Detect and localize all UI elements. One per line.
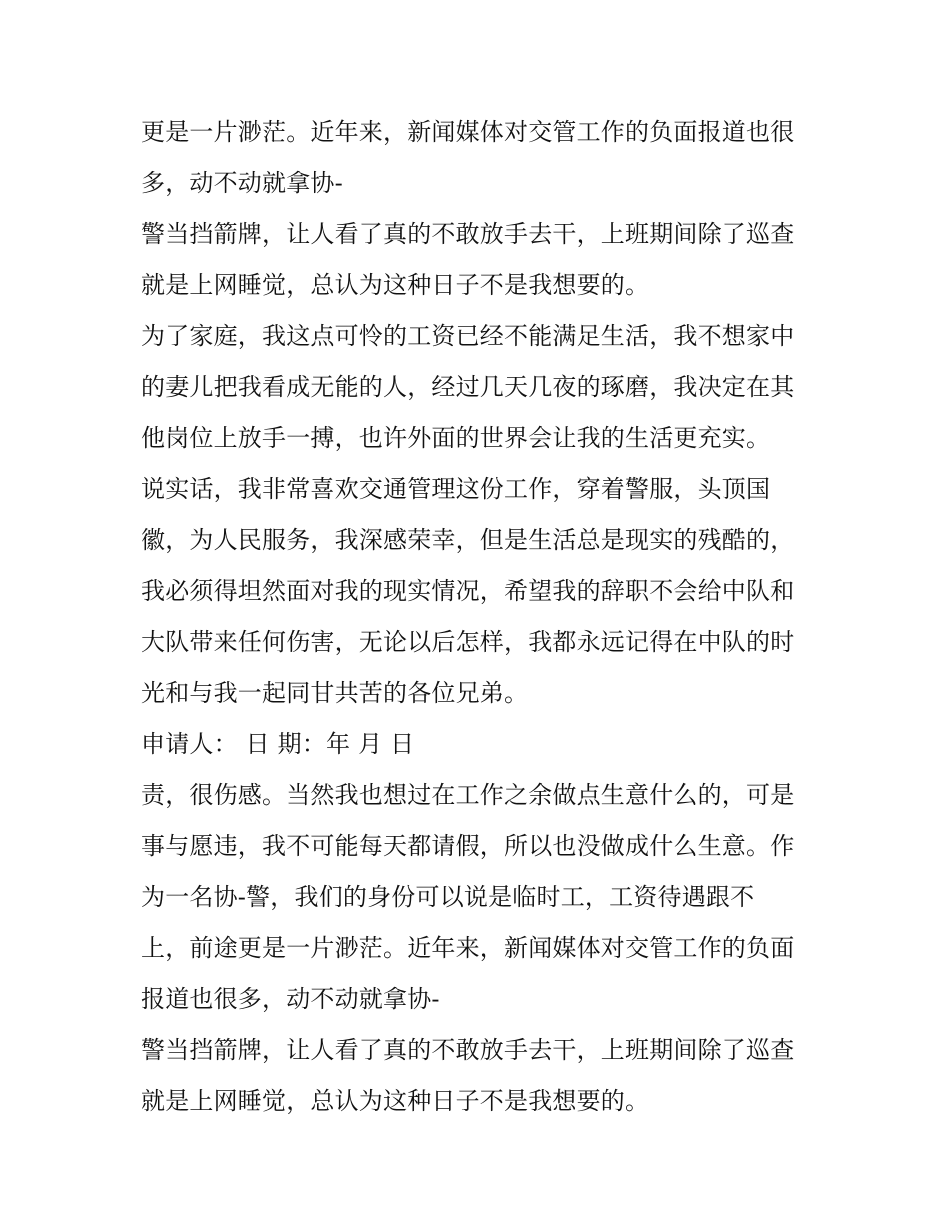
text-line-2: 多，动不动就拿协-: [141, 169, 343, 197]
signature-date-line: 申请人： 日 期：年 月 日: [141, 730, 415, 758]
text-line-3: 警当挡箭牌，让人看了真的不敢放手去干，上班期间除了巡查: [141, 220, 795, 248]
text-line-18: 报道也很多，动不动就拿协-: [141, 985, 440, 1013]
text-line-10: 我必须得坦然面对我的现实情况，希望我的辞职不会给中队和: [141, 577, 795, 605]
text-line-15: 事与愿违，我不可能每天都请假，所以也没做成什么生意。作: [141, 832, 795, 860]
text-line-4: 就是上网睡觉，总认为这种日子不是我想要的。: [141, 271, 650, 299]
text-line-6: 的妻儿把我看成无能的人，经过几天几夜的琢磨，我决定在其: [141, 373, 795, 401]
text-line-16: 为一名协-警，我们的身份可以说是临时工，工资待遇跟不: [141, 883, 755, 911]
text-line-19: 警当挡箭牌，让人看了真的不敢放手去干，上班期间除了巡查: [141, 1036, 795, 1064]
text-line-8: 说实话，我非常喜欢交通管理这份工作，穿着警服，头顶国: [141, 475, 771, 503]
text-line-9: 徽，为人民服务，我深感荣幸，但是生活总是现实的残酷的，: [141, 526, 795, 554]
text-line-1: 更是一片渺茫。近年来，新闻媒体对交管工作的负面报道也很: [141, 118, 795, 146]
text-line-12: 光和与我一起同甘共苦的各位兄弟。: [141, 679, 529, 707]
text-line-14: 责，很伤感。当然我也想过在工作之余做点生意什么的，可是: [141, 781, 795, 809]
text-line-7: 他岗位上放手一搏，也许外面的世界会让我的生活更充实。: [141, 424, 771, 452]
text-line-5: 为了家庭，我这点可怜的工资已经不能满足生活，我不想家中: [141, 322, 795, 350]
document-body: [141, 107, 821, 1127]
text-line-17: 上，前途更是一片渺茫。近年来，新闻媒体对交管工作的负面: [141, 934, 795, 962]
text-line-20: 就是上网睡觉，总认为这种日子不是我想要的。: [141, 1087, 650, 1115]
text-line-11: 大队带来任何伤害，无论以后怎样，我都永远记得在中队的时: [141, 628, 795, 656]
